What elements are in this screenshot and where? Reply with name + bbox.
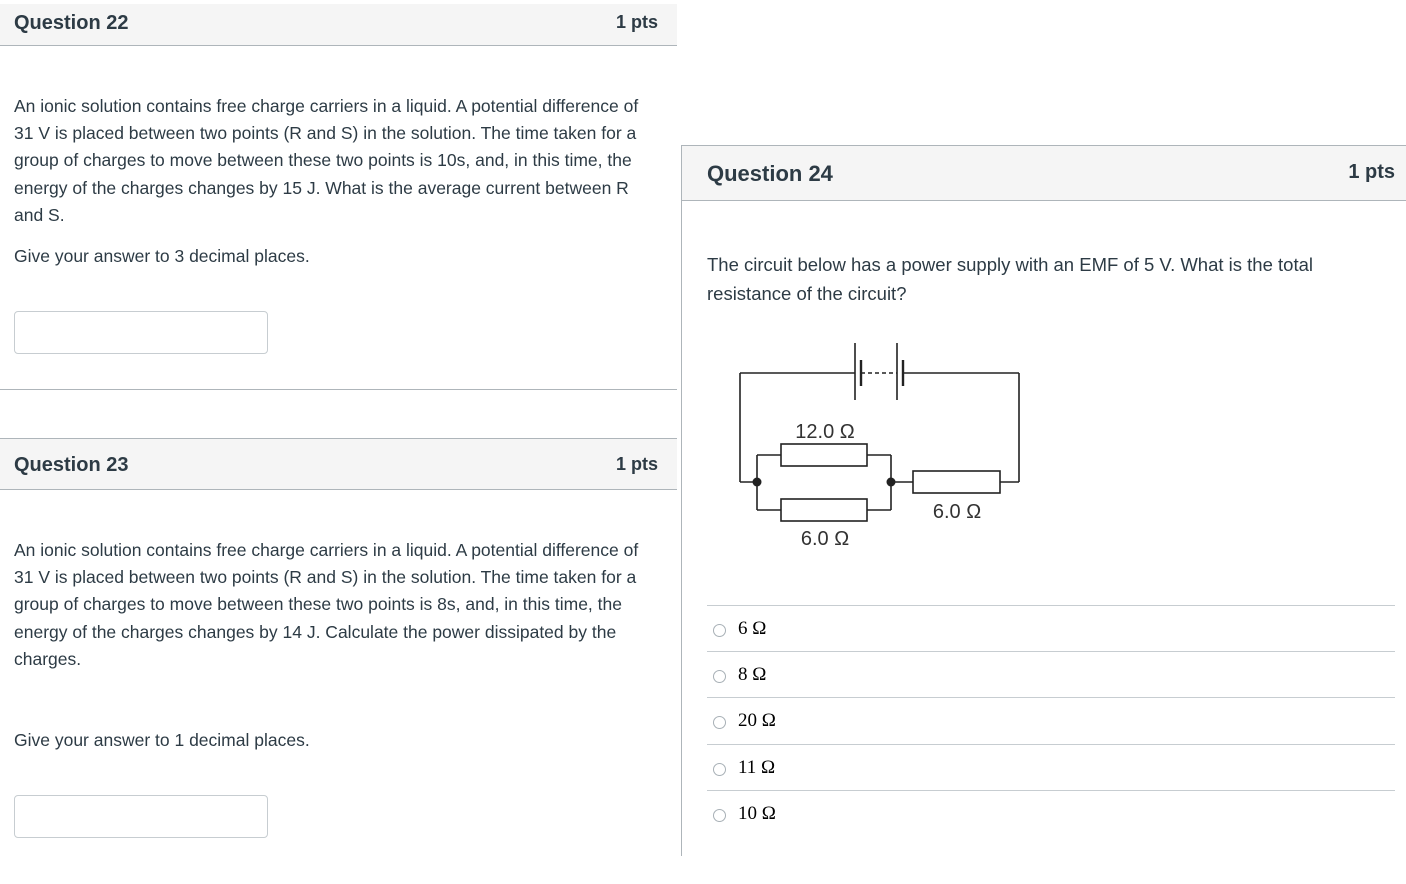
option-label: 6 Ω (738, 618, 767, 639)
resistor-6-ohm-series (913, 471, 1000, 493)
question-22-points: 1 pts (615, 12, 658, 32)
option-label: 8 Ω (738, 664, 767, 685)
radio-button[interactable] (713, 670, 726, 683)
question-24-points: 1 pts (1348, 161, 1395, 183)
junction-right (887, 478, 896, 487)
text-line: An ionic solution contains free charge carriers in a liquid. A potential difference of (14, 96, 639, 116)
answer-option[interactable] (707, 605, 1395, 651)
text-line: group of charges to move between these two points is 8s, and, in this time, the (14, 594, 622, 615)
label-6-ohm-series: 6.0 Ω (932, 501, 982, 523)
junction-left (753, 478, 762, 487)
question-23-points: 1 pts (615, 454, 658, 474)
question-23-title: Question 23 (14, 454, 129, 476)
text-line: resistance of the circuit? (707, 283, 907, 304)
text-line: An ionic solution contains free charge carriers in a liquid. A potential difference of (14, 540, 639, 560)
question-22-instruction: Give your answer to 3 decimal places. (14, 246, 310, 266)
resistor-12-ohm (781, 444, 867, 466)
answer-option[interactable] (707, 790, 1395, 830)
text-line: The circuit below has a power supply with an EMF of 5 V. What is the total (707, 254, 1313, 275)
label-12-ohm: 12.0 Ω (795, 421, 855, 443)
text-line: 31 V is placed between two points (R and S) in the solution. The time taken for a (14, 567, 637, 588)
radio-button[interactable] (713, 624, 726, 637)
radio-button[interactable] (713, 809, 726, 822)
text-line: charges. (14, 648, 82, 669)
text-line: energy of the charges changes by 15 J. What is the average current between R (14, 177, 629, 198)
answer-option[interactable] (707, 744, 1395, 790)
answer-option[interactable] (707, 651, 1395, 697)
text-line: 31 V is placed between two points (R and S) in the solution. The time taken for a (14, 123, 637, 144)
question-23-instruction: Give your answer to 1 decimal places. (14, 730, 310, 750)
text-line: group of charges to move between these two points is 10s, and, in this time, the (14, 150, 632, 171)
radio-button[interactable] (713, 716, 726, 729)
option-label: 11 Ω (738, 757, 776, 778)
option-label: 20 Ω (738, 710, 776, 731)
question-24-title: Question 24 (707, 161, 833, 186)
text-line: and S. (14, 204, 65, 225)
answer-option[interactable] (707, 697, 1395, 743)
question-22-title: Question 22 (14, 12, 129, 34)
resistor-6-ohm-parallel (781, 499, 867, 521)
radio-button[interactable] (713, 763, 726, 776)
label-6-ohm-parallel: 6.0 Ω (800, 528, 850, 550)
option-label: 10 Ω (738, 803, 776, 824)
text-line: energy of the charges changes by 14 J. Calculate the power dissipated by the (14, 621, 617, 642)
